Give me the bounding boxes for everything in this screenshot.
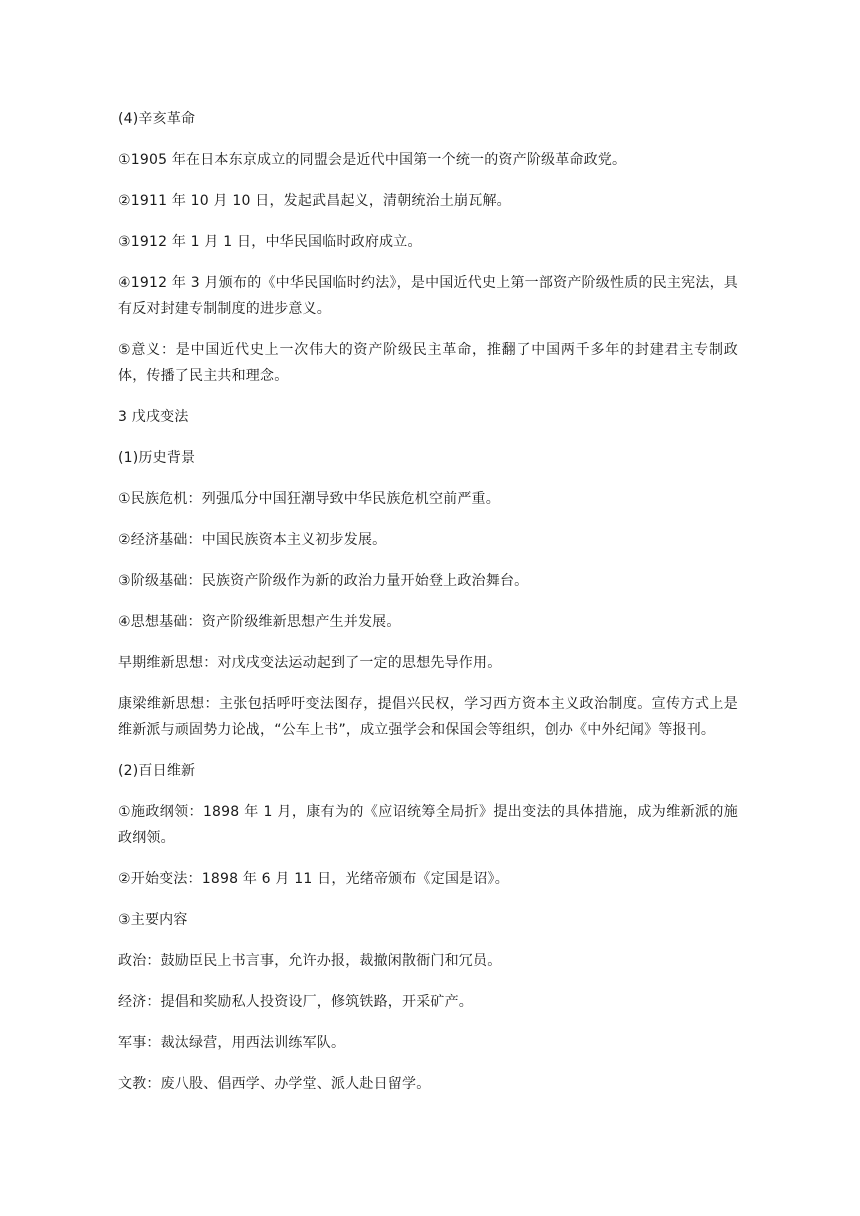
paragraph-politics: 政治：鼓励臣民上书言事，允许办报，裁撤闲散衙门和冗员。 (118, 953, 502, 969)
paragraph-class-basis: ③阶级基础：民族资产阶级作为新的政治力量开始登上政治舞台。 (118, 573, 529, 589)
paragraph-kang-liang-thought: 康梁维新思想：主张包括呼吁变法图存，提倡兴民权，学习西方资本主义政治制度。宣传方式上是维新派与顽固势力论战，“公车上书”，成立强学会和保国会等组织，创办《中外纪闻》等报刊。 (118, 696, 738, 738)
paragraph-culture-education: 文教：废八股、倡西学、办学堂、派人赴日留学。 (118, 1076, 431, 1092)
paragraph-reform-start: ②开始变法：1898 年 6 月 11 日，光绪帝颁布《定国是诏》。 (118, 871, 509, 887)
paragraph-policy-program: ①施政纲领：1898 年 1 月，康有为的《应诏统筹全局折》提出变法的具体措施，成为维新派的施政纲领。 (118, 804, 738, 846)
paragraph-national-crisis: ①民族危机：列强瓜分中国狂潮导致中华民族危机空前严重。 (118, 491, 500, 507)
paragraph-economic-basis: ②经济基础：中国民族资本主义初步发展。 (118, 532, 387, 548)
document-page (118, 106, 738, 1112)
paragraph-ideological-basis: ④思想基础：资产阶级维新思想产生并发展。 (118, 614, 401, 630)
subheading-historical-background: (1)历史背景 (118, 450, 196, 466)
paragraph-wuchang-uprising: ②1911 年 10 月 10 日，发起武昌起义，清朝统治土崩瓦解。 (118, 193, 511, 209)
paragraph-economy: 经济：提倡和奖励私人投资设厂，修筑铁路，开采矿产。 (118, 994, 473, 1010)
subheading-hundred-days-reform: (2)百日维新 (118, 763, 196, 779)
paragraph-provisional-constitution: ④1912 年 3 月颁布的《中华民国临时约法》，是中国近代史上第一部资产阶级性质的民主宪法，具有反对封建专制制度的进步意义。 (118, 275, 738, 317)
paragraph-military: 军事：裁汰绿营，用西法训练军队。 (118, 1035, 346, 1051)
section-heading-xinhai-revolution: (4)辛亥革命 (118, 111, 196, 127)
paragraph-early-reform-thought: 早期维新思想：对戊戌变法运动起到了一定的思想先导作用。 (118, 655, 502, 671)
paragraph-xinhai-significance: ⑤意义：是中国近代史上一次伟大的资产阶级民主革命，推翻了中国两千多年的封建君主专制政体，传播了民主共和理念。 (118, 342, 738, 384)
subheading-main-content: ③主要内容 (118, 912, 188, 928)
paragraph-tongmenghui: ①1905 年在日本东京成立的同盟会是近代中国第一个统一的资产阶级革命政党。 (118, 152, 627, 168)
paragraph-provisional-government: ③1912 年 1 月 1 日，中华民国临时政府成立。 (118, 234, 422, 250)
section-heading-wuxu-reform: 3 戊戌变法 (118, 409, 189, 425)
